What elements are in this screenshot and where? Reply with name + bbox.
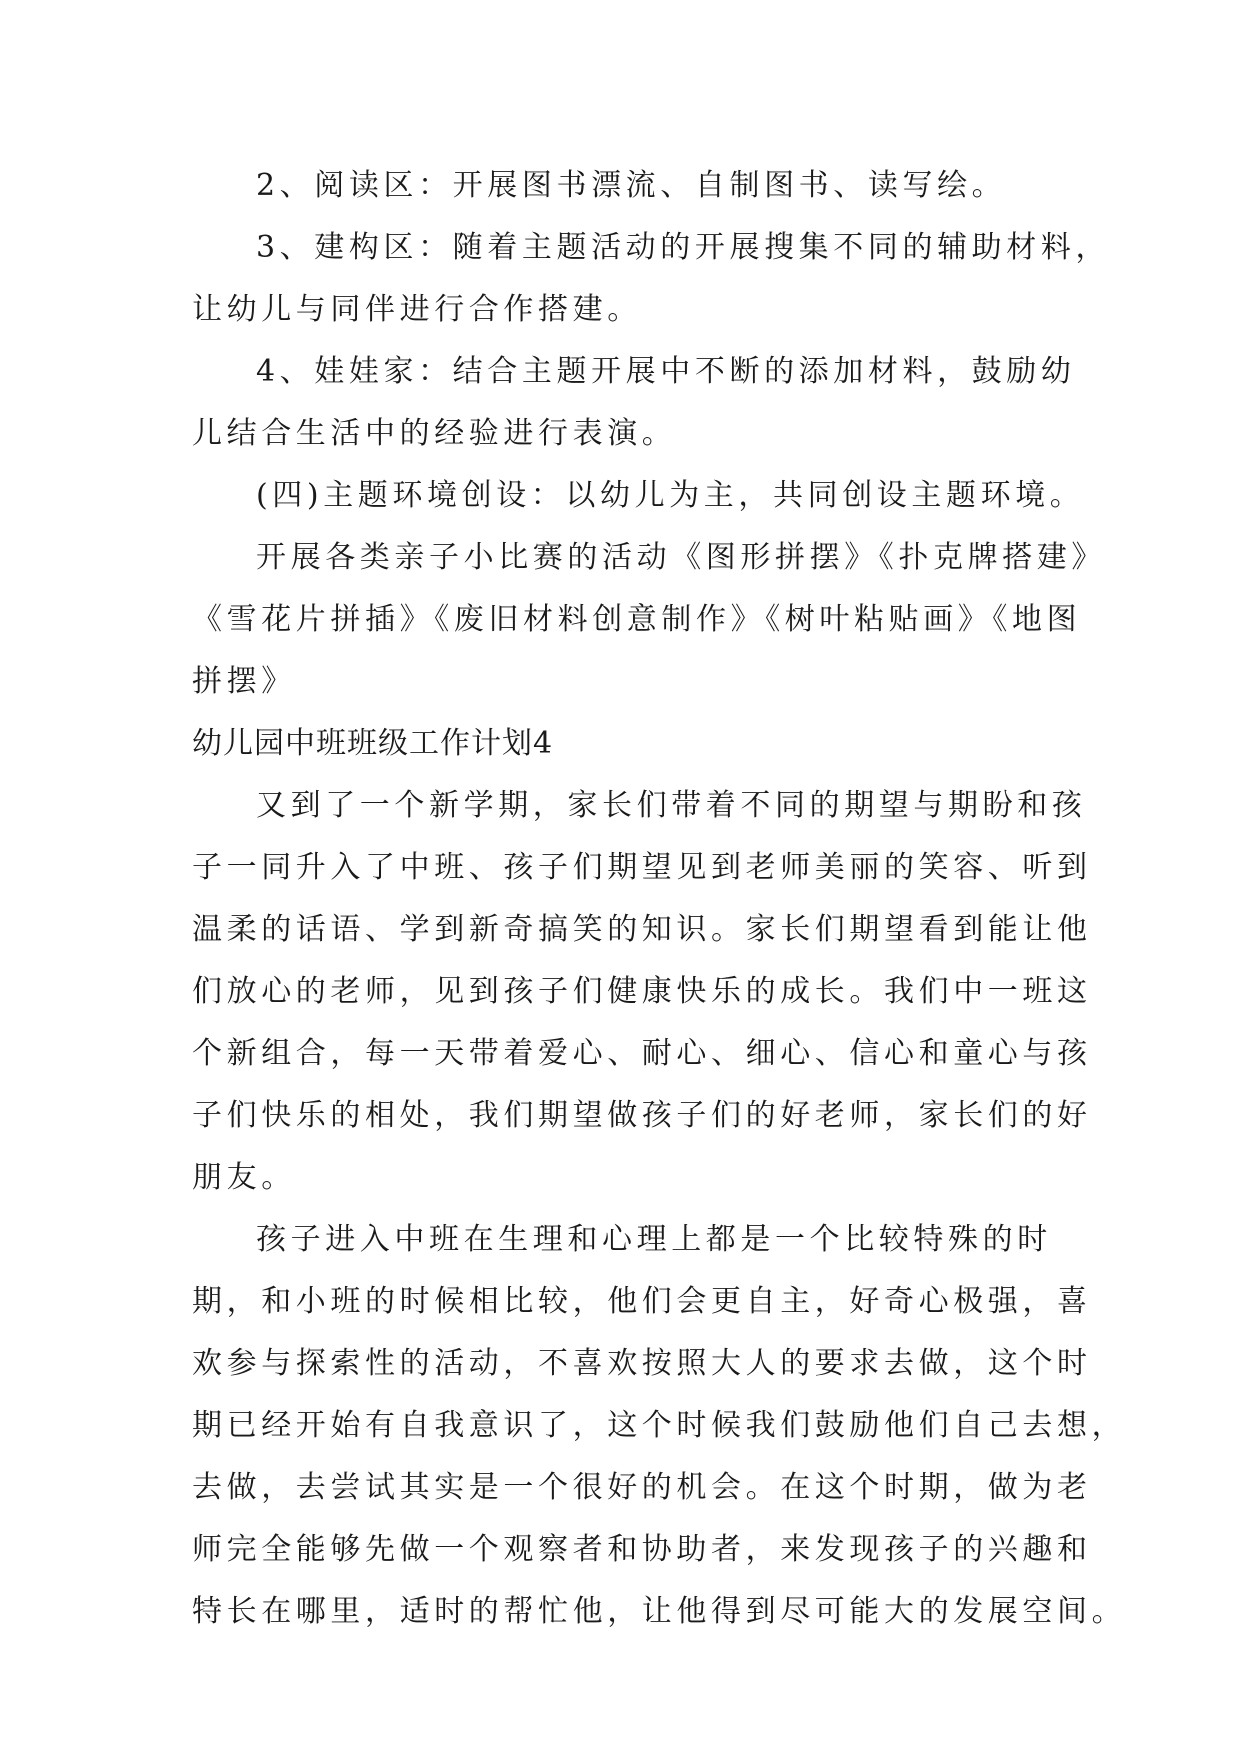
paragraph-line: 个新组合，每一天带着爱心、耐心、细心、信心和童心与孩: [192, 1036, 1092, 1071]
paragraph-line: 4、娃娃家：结合主题开展中不断的添加材料，鼓励幼: [256, 354, 1076, 389]
paragraph-line: 特长在哪里，适时的帮忙他，让他得到尽可能大的发展空间。: [192, 1594, 1127, 1629]
paragraph-line: 拼摆》: [192, 664, 296, 699]
paragraph-line: 2、阅读区：开展图书漂流、自制图书、读写绘。: [256, 168, 1007, 203]
paragraph-line: 3、建构区：随着主题活动的开展搜集不同的辅助材料，: [256, 230, 1111, 265]
section-heading: 幼儿园中班班级工作计划4: [192, 726, 554, 761]
paragraph-line: 开展各类亲子小比赛的活动《图形拼摆》《扑克牌搭建》: [256, 540, 1106, 575]
paragraph-line: 师完全能够先做一个观察者和协助者，来发现孩子的兴趣和: [192, 1532, 1092, 1567]
paragraph-line: 儿结合生活中的经验进行表演。: [192, 416, 677, 451]
paragraph-line: (四)主题环境创设：以幼儿为主，共同创设主题环境。: [256, 478, 1085, 513]
document-body: [192, 155, 1127, 1643]
paragraph-line: 孩子进入中班在生理和心理上都是一个比较特殊的时: [256, 1222, 1052, 1257]
paragraph-line: 们放心的老师，见到孩子们健康快乐的成长。我们中一班这: [192, 974, 1092, 1009]
paragraph-line: 朋友。: [192, 1160, 296, 1195]
paragraph-line: 温柔的话语、学到新奇搞笑的知识。家长们期望看到能让他: [192, 912, 1092, 947]
paragraph-line: 让幼儿与同伴进行合作搭建。: [192, 292, 642, 327]
paragraph-line: 子一同升入了中班、孩子们期望见到老师美丽的笑容、听到: [192, 850, 1092, 885]
paragraph-line: 去做，去尝试其实是一个很好的机会。在这个时期，做为老: [192, 1470, 1092, 1505]
paragraph-line: 期，和小班的时候相比较，他们会更自主，好奇心极强，喜: [192, 1284, 1092, 1319]
paragraph-line: 欢参与探索性的活动，不喜欢按照大人的要求去做，这个时: [192, 1346, 1092, 1381]
paragraph-line: 《雪花片拼插》《废旧材料创意制作》《树叶粘贴画》《地图: [192, 602, 1082, 637]
paragraph-line: 期已经开始有自我意识了，这个时候我们鼓励他们自己去想，: [192, 1408, 1127, 1443]
paragraph-line: 子们快乐的相处，我们期望做孩子们的好老师，家长们的好: [192, 1098, 1092, 1133]
paragraph-line: 又到了一个新学期，家长们带着不同的期望与期盼和孩: [256, 788, 1087, 823]
